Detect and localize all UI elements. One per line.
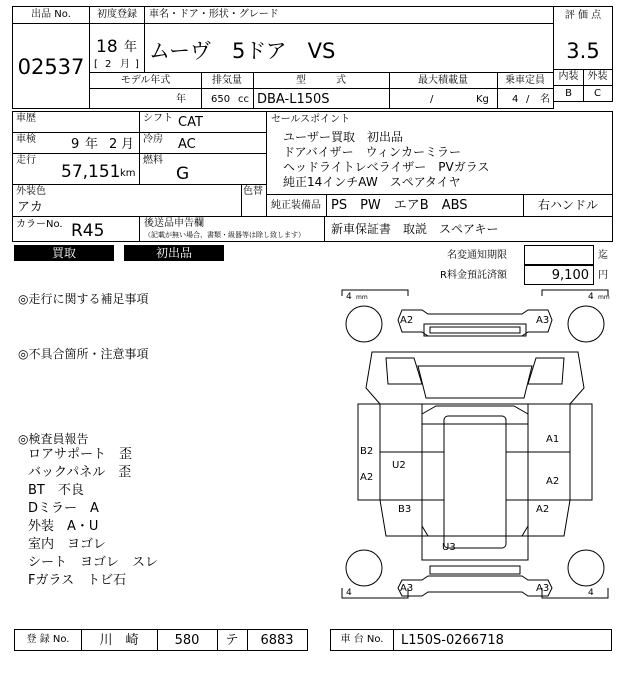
interior-grade: B bbox=[565, 88, 572, 99]
purchase-tag: 買取 bbox=[14, 245, 114, 261]
exterior-grade: C bbox=[594, 88, 601, 99]
damage-mark: U3 bbox=[442, 542, 456, 553]
inspector-item: ロアサポート 歪 bbox=[28, 447, 133, 462]
inspector-item: BT 不良 bbox=[28, 483, 84, 498]
first-registration-label: 初度登録 bbox=[97, 9, 137, 20]
chassis-box bbox=[330, 629, 612, 651]
equipment-label: 純正装備品 bbox=[271, 200, 321, 211]
tire-unit-front-left: mm bbox=[356, 294, 368, 301]
capacity-value: 4 bbox=[512, 94, 519, 105]
driving-notes-heading: ◎走行に関する補足事項 bbox=[18, 292, 149, 306]
model-box bbox=[144, 6, 554, 73]
history-label: 車歴 bbox=[16, 113, 36, 124]
registration-kana: テ bbox=[225, 633, 239, 648]
capacity-unit: 名 bbox=[540, 94, 550, 105]
tire-unit-front-right: mm bbox=[598, 294, 610, 301]
fuel-label: 燃料 bbox=[143, 155, 163, 166]
color-no-cell bbox=[12, 216, 140, 242]
tire-front-right bbox=[568, 306, 604, 342]
score-label: 評 価 点 bbox=[564, 10, 602, 21]
capacity-slash: / bbox=[526, 94, 530, 105]
inspection-label: 車検 bbox=[16, 134, 36, 145]
ext-color-value: アカ bbox=[17, 200, 43, 215]
inspector-item: Fガラス トビ石 bbox=[28, 573, 127, 588]
registration-class: 580 bbox=[174, 633, 200, 648]
displacement-label: 排気量 bbox=[212, 75, 242, 86]
mileage-unit: km bbox=[120, 168, 136, 179]
car-condition-diagram bbox=[338, 286, 612, 604]
sales-points-box bbox=[266, 111, 613, 195]
name-change-label: 名変通知期限 bbox=[447, 250, 507, 261]
year-unit: 年 bbox=[124, 40, 138, 55]
shift-label: シフト bbox=[143, 113, 173, 124]
model-label: 車名・ドア・形状・グレード bbox=[149, 9, 279, 20]
inspection-month: 2 bbox=[109, 137, 118, 152]
fuel-cell bbox=[139, 153, 267, 185]
equipment-value: PS PW エアB ABS bbox=[331, 198, 468, 213]
recycle-unit: 円 bbox=[598, 270, 608, 281]
sales-point-line: 純正14インチAW スペアタイヤ bbox=[283, 175, 461, 189]
equipment-cell bbox=[266, 194, 524, 217]
extras-value: 新車保証書 取説 スペアキー bbox=[331, 222, 499, 236]
damage-mark: A2 bbox=[546, 476, 560, 487]
tire-label-rear-left: 4 bbox=[346, 588, 352, 598]
post-equipment-label: 後送品申告欄 bbox=[144, 218, 204, 229]
displacement-value: 650 bbox=[211, 94, 231, 105]
score-box bbox=[553, 6, 613, 102]
fuel-value: G bbox=[176, 164, 190, 184]
color-change-cell bbox=[241, 184, 267, 217]
lot-number-box bbox=[12, 6, 90, 109]
sales-point-line: ヘッドライトレベライザー PVガラス bbox=[283, 160, 490, 174]
name-change-field bbox=[524, 245, 594, 265]
damage-mark: A2 bbox=[400, 315, 414, 326]
tire-label-front-left: 4 bbox=[346, 292, 352, 302]
damage-mark: B2 bbox=[360, 446, 374, 457]
color-change-label: 色替 bbox=[243, 186, 263, 197]
tire-rear-right bbox=[568, 550, 604, 586]
recycle-label: R料金預託済額 bbox=[440, 270, 507, 281]
shift-value: CAT bbox=[178, 115, 203, 130]
color-no-value: R45 bbox=[71, 221, 105, 241]
tire-front-left bbox=[346, 306, 382, 342]
inspection-cell bbox=[12, 132, 140, 154]
windshield bbox=[422, 406, 528, 424]
lot-number: 02537 bbox=[17, 55, 85, 79]
ac-cell bbox=[139, 132, 267, 154]
sales-point-line: ドアバイザー ウィンカーミラー bbox=[283, 145, 461, 159]
inspector-item: 外装 A・U bbox=[28, 519, 99, 534]
ac-value: AC bbox=[178, 137, 196, 152]
rear-bumper bbox=[398, 576, 552, 596]
post-equipment-cell bbox=[139, 216, 325, 242]
inspection-month-unit: 月 bbox=[121, 137, 135, 152]
model-year-unit: 年 bbox=[176, 94, 186, 105]
front-bumper bbox=[398, 310, 552, 336]
roof bbox=[444, 416, 506, 548]
shift-cell bbox=[139, 111, 267, 133]
max-load-label: 最大積載量 bbox=[418, 75, 468, 86]
registration-box bbox=[14, 629, 308, 651]
hood bbox=[366, 352, 584, 404]
rear-section bbox=[422, 500, 444, 536]
ext-color-cell bbox=[12, 184, 242, 217]
registration-place: 川 崎 bbox=[99, 633, 139, 648]
ac-label: 冷房 bbox=[143, 134, 163, 145]
inspector-item: Dミラー A bbox=[28, 501, 99, 516]
history-cell bbox=[12, 111, 140, 133]
extras-cell bbox=[324, 216, 613, 242]
first-registration-box: 初度登録 18 年 [ 2 月 ] bbox=[89, 6, 145, 73]
score-value: 3.5 bbox=[566, 39, 600, 63]
inspector-item: バックパネル 歪 bbox=[28, 465, 132, 480]
ext-color-label: 外装色 bbox=[16, 186, 46, 197]
max-load-unit: Kg bbox=[476, 94, 489, 105]
inspector-item: シート ヨゴレ スレ bbox=[28, 555, 159, 570]
damage-mark: A3 bbox=[536, 315, 550, 326]
first-registration-month: 2 bbox=[105, 59, 112, 70]
damage-mark: A2 bbox=[536, 504, 550, 515]
grille bbox=[424, 324, 526, 336]
name-change-unit: 迄 bbox=[598, 250, 608, 261]
month-unit: 月 bbox=[120, 59, 130, 70]
damage-mark: B3 bbox=[398, 504, 412, 515]
chassis-label: 車 台 No. bbox=[340, 634, 384, 645]
exterior-label: 外装 bbox=[587, 71, 608, 82]
tire-bracket-rear-right bbox=[542, 588, 608, 598]
damage-mark: A2 bbox=[360, 472, 374, 483]
recycle-field bbox=[524, 265, 594, 285]
displacement-unit: cc bbox=[238, 94, 249, 105]
first-registration-year: 18 bbox=[96, 37, 118, 57]
sales-points-label: セールスポイント bbox=[271, 114, 351, 125]
tire-rear-left bbox=[346, 550, 382, 586]
type-label: 型 式 bbox=[296, 75, 346, 86]
first-listing-tag: 初出品 bbox=[124, 245, 224, 261]
max-load-value: / bbox=[430, 94, 434, 105]
inspector-report-heading: ◎検査員報告 bbox=[18, 432, 89, 446]
model-year-label: モデル年式 bbox=[120, 75, 171, 86]
type-value: DBA-L150S bbox=[257, 92, 330, 107]
model-name: ムーヴ 5ドア VS bbox=[149, 39, 336, 63]
mileage-value: 57,151 bbox=[61, 162, 121, 182]
color-no-label: カラーNo. bbox=[16, 219, 63, 230]
steering-cell bbox=[523, 194, 613, 217]
chassis-number: L150S-0266718 bbox=[401, 633, 504, 648]
steering-value: 右ハンドル bbox=[537, 198, 598, 212]
right-body bbox=[570, 404, 592, 500]
post-equipment-note: （記載が無い場合、書類・級器等は除し致します） bbox=[144, 231, 305, 239]
spec-row bbox=[89, 72, 554, 109]
interior-label: 内装 bbox=[558, 71, 579, 82]
defects-heading: ◎不具合箇所・注意事項 bbox=[18, 347, 149, 361]
damage-mark: A3 bbox=[400, 583, 414, 594]
mileage-label: 走行 bbox=[16, 155, 36, 166]
tire-label-front-right: 4 bbox=[588, 292, 594, 302]
inspection-year: 9 bbox=[71, 137, 80, 152]
capacity-label: 乗車定員 bbox=[505, 75, 545, 86]
tire-bracket-front-left bbox=[342, 290, 408, 296]
recycle-value: 9,100 bbox=[551, 268, 589, 283]
tire-bracket-rear-left bbox=[342, 588, 408, 598]
sales-point-line: ユーザー買取 初出品 bbox=[283, 130, 404, 144]
registration-number: 6883 bbox=[260, 633, 294, 648]
mileage-cell bbox=[12, 153, 140, 185]
damage-mark: U2 bbox=[392, 460, 406, 471]
registration-label: 登 録 No. bbox=[26, 634, 70, 645]
inspection-year-unit: 年 bbox=[85, 137, 99, 152]
tire-label-rear-right: 4 bbox=[588, 588, 594, 598]
inspector-item: 室内 ヨゴレ bbox=[28, 537, 107, 552]
lot-number-label: 出品 No. bbox=[31, 9, 71, 20]
damage-mark: A3 bbox=[536, 583, 550, 594]
damage-mark: A1 bbox=[546, 434, 560, 445]
